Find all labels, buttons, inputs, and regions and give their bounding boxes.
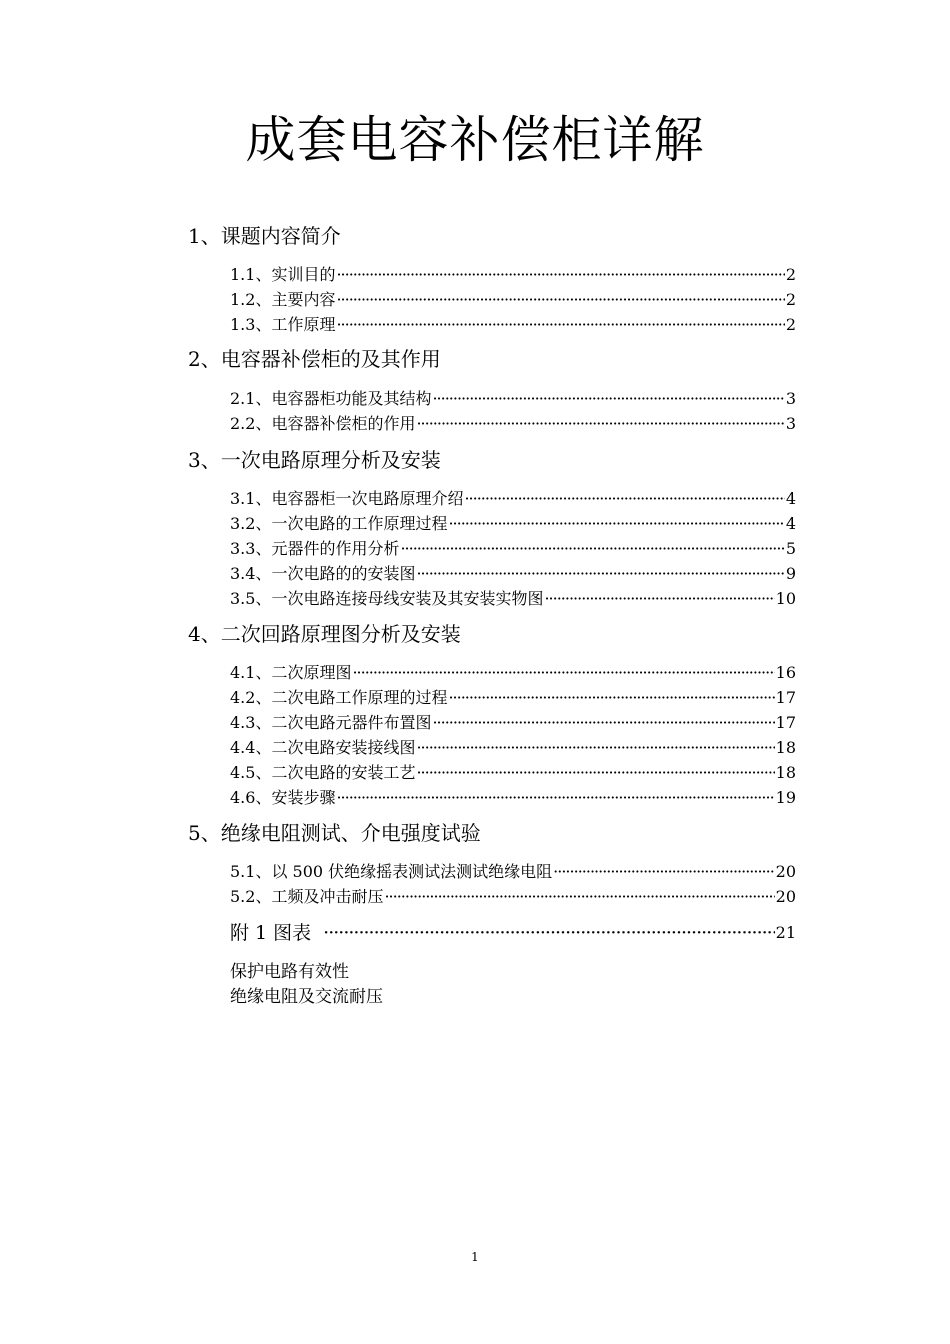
dot-leader: [352, 662, 774, 684]
toc-entry-page: 3: [785, 414, 796, 433]
dot-leader: [416, 762, 774, 784]
toc-entry-label: 5.1、以 500 伏绝缘摇表测试法测试绝缘电阻: [230, 862, 553, 881]
toc-entry-label: 4.2、二次电路工作原理的过程: [230, 688, 448, 707]
dot-leader: [400, 538, 784, 560]
toc-entry-2-2[interactable]: [230, 413, 796, 435]
dot-leader: [323, 920, 774, 946]
toc-entry-label: 2.1、电容器柜功能及其结构: [230, 389, 432, 408]
toc-section-2[interactable]: 2、电容器补偿柜的及其作用: [188, 347, 441, 371]
dot-leader: [553, 861, 774, 883]
toc-section-1[interactable]: 1、课题内容简介: [188, 224, 341, 248]
toc-entry-3-5[interactable]: [230, 588, 796, 610]
toc-entry-4-2[interactable]: [230, 687, 796, 709]
dot-leader: [416, 737, 774, 759]
dot-leader: [448, 687, 774, 709]
toc-entry-page: 10: [775, 589, 796, 608]
toc-entry-label: 1.3、工作原理: [230, 315, 336, 334]
toc-entry-label: 3.2、一次电路的工作原理过程: [230, 514, 448, 533]
dot-leader: [336, 264, 784, 286]
dot-leader: [336, 289, 784, 311]
toc-entry-label: 4.5、二次电路的安装工艺: [230, 763, 416, 782]
toc-entry-label: 1.2、主要内容: [230, 290, 336, 309]
toc-entry-label: 3.4、一次电路的的安装图: [230, 564, 416, 583]
toc-entry-3-4[interactable]: [230, 563, 796, 585]
dot-leader: [416, 413, 784, 435]
toc-entry-page: 19: [775, 788, 796, 807]
toc-entry-3-2[interactable]: [230, 513, 796, 535]
toc-entry-label: 1.1、实训目的: [230, 265, 336, 284]
toc-entry-page: 2: [785, 315, 796, 334]
toc-entry-page: 18: [775, 763, 796, 782]
dot-leader: [336, 314, 784, 336]
toc-entry-page: 17: [775, 688, 796, 707]
dot-leader: [464, 488, 784, 510]
toc-entry-page: 9: [785, 564, 796, 583]
dot-leader: [448, 513, 784, 535]
toc-entry-label: 5.2、工频及冲击耐压: [230, 887, 384, 906]
toc-entry-1-2[interactable]: [230, 289, 796, 311]
toc-entry-label: 4.4、二次电路安装接线图: [230, 738, 416, 757]
toc-entry-label: 3.5、一次电路连接母线安装及其安装实物图: [230, 589, 544, 608]
toc-entry-page: 3: [785, 389, 796, 408]
toc-entry-label: 4.6、安装步骤: [230, 788, 336, 807]
toc-entry-page: 5: [785, 539, 796, 558]
dot-leader: [432, 712, 774, 734]
toc-entry-1-1[interactable]: [230, 264, 796, 286]
toc-entry-label: 3.1、电容器柜一次电路原理介绍: [230, 489, 464, 508]
toc-entry-page: 18: [775, 738, 796, 757]
toc-entry-page: 21: [775, 923, 796, 942]
toc-entry-label: 4.1、二次原理图: [230, 663, 352, 682]
dot-leader: [416, 563, 784, 585]
dot-leader: [336, 787, 774, 809]
toc-entry-page: 17: [775, 713, 796, 732]
page-number: 1: [471, 1250, 479, 1264]
toc-entry-4-4[interactable]: [230, 737, 796, 759]
toc-entry-5-2[interactable]: [230, 886, 796, 908]
toc-entry-4-6[interactable]: [230, 787, 796, 809]
toc-entry-2-1[interactable]: [230, 388, 796, 410]
toc-entry-page: 2: [785, 290, 796, 309]
page-title: 成套电容补偿柜详解: [245, 111, 705, 169]
note-line-2: 绝缘电阻及交流耐压: [230, 987, 383, 1007]
toc-section-3[interactable]: 3、一次电路原理分析及安装: [188, 448, 441, 472]
toc-entry-4-5[interactable]: [230, 762, 796, 784]
toc-entry-label: 2.2、电容器补偿柜的作用: [230, 414, 416, 433]
toc-entry-5-1[interactable]: [230, 861, 796, 883]
note-line-1: 保护电路有效性: [230, 962, 349, 982]
toc-entry-label: 3.3、元器件的作用分析: [230, 539, 400, 558]
toc-entry-4-3[interactable]: [230, 712, 796, 734]
toc-entry-page: 2: [785, 265, 796, 284]
dot-leader: [544, 588, 774, 610]
toc-entry-label: 附 1 图表: [230, 922, 312, 944]
toc-section-4[interactable]: 4、二次回路原理图分析及安装: [188, 622, 461, 646]
toc-entry-page: 20: [775, 862, 796, 881]
toc-entry-page: 16: [775, 663, 796, 682]
dot-leader: [432, 388, 784, 410]
toc-entry-appendix[interactable]: [230, 920, 796, 946]
toc-entry-label: 4.3、二次电路元器件布置图: [230, 713, 432, 732]
toc-entry-4-1[interactable]: [230, 662, 796, 684]
toc-entry-3-1[interactable]: [230, 488, 796, 510]
toc-entry-page: 4: [785, 489, 796, 508]
toc-entry-3-3[interactable]: [230, 538, 796, 560]
toc-section-5[interactable]: 5、绝缘电阻测试、介电强度试验: [188, 821, 481, 845]
dot-leader: [384, 886, 774, 908]
toc-entry-page: 20: [775, 887, 796, 906]
toc-entry-page: 4: [785, 514, 796, 533]
toc-entry-1-3[interactable]: [230, 314, 796, 336]
